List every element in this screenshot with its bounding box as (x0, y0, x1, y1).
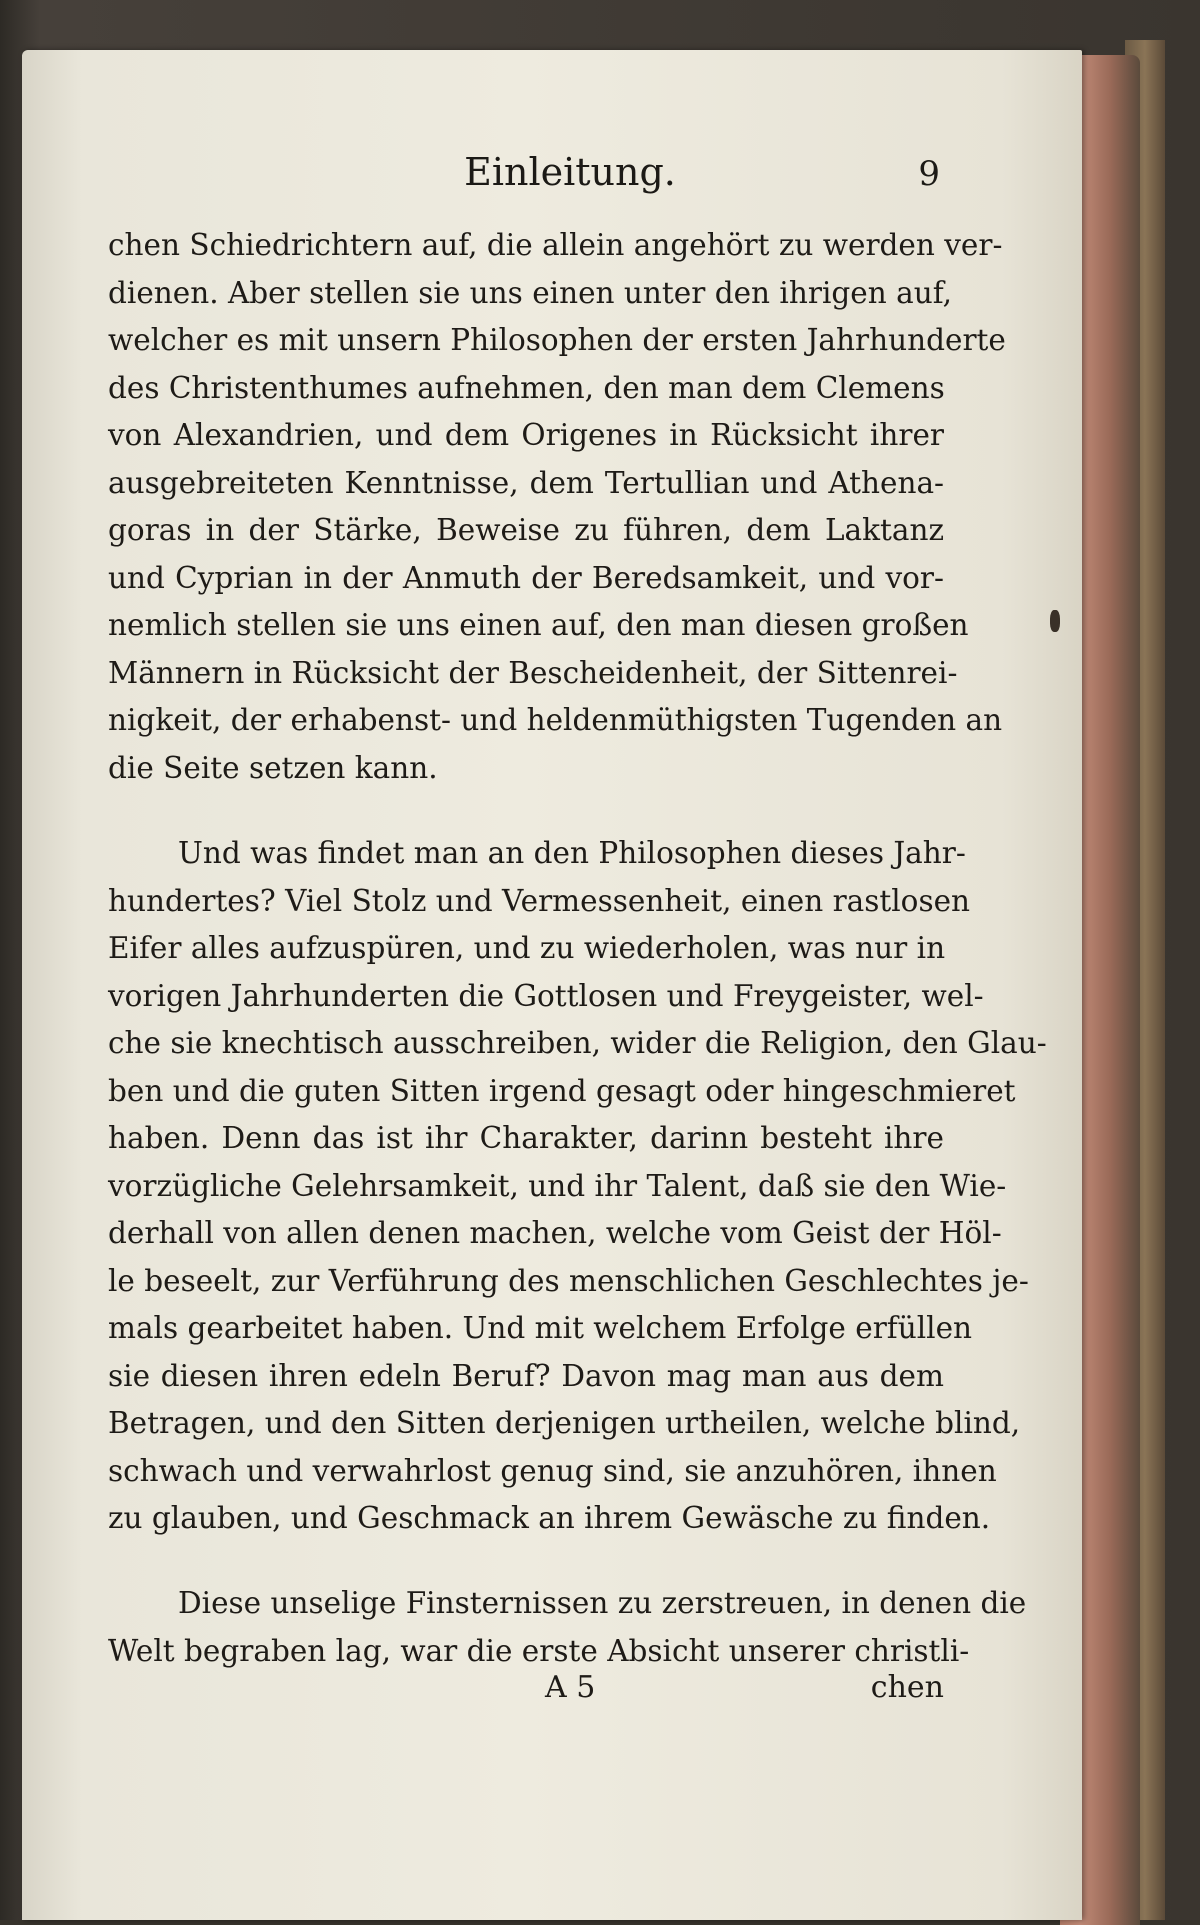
page-footer (0, 1670, 1200, 1720)
text-line: dienen. Aber stellen sie uns einen unter den ihrigen auf, (108, 275, 952, 310)
signature-mark: A 5 (545, 1670, 596, 1705)
text-line: Betragen, und den Sitten derjenigen urtheilen, welche blind, (108, 1406, 1021, 1440)
text-line: haben. Denn das ist ihr Charakter, darinn besteht ihre (108, 1121, 944, 1155)
text-line: hundertes? Viel Stolz und Vermessenheit, einen rastlosen (108, 883, 971, 918)
text-line: und Cyprian in der Anmuth der Beredsamkeit, und vor- (108, 560, 944, 595)
text-line: ben und die guten Sitten irgend gesagt oder hingeschmieret (108, 1073, 1016, 1108)
text-line: welcher es mit unsern Philosophen der ersten Jahrhunderte (108, 323, 1006, 357)
text-line: Welt begraben lag, war die erste Absicht unserer christli- (108, 1633, 970, 1668)
text-line: che sie knechtisch ausschreiben, wider die Religion, den Glau- (108, 1026, 1047, 1060)
running-title: Einleitung. (464, 150, 676, 194)
text-line: schwach und verwahrlost genug sind, sie anzuhören, ihnen (108, 1453, 997, 1488)
catchword: chen (870, 1670, 944, 1705)
text-line: nigkeit, der erhabenst- und heldenmüthigsten Tugenden an (108, 703, 1003, 737)
text-line: sie diesen ihren edeln Beruf? Davon mag man aus dem (108, 1358, 944, 1393)
text-line: Diese unselige Finsternissen zu zerstreuen, in denen die (178, 1586, 1027, 1620)
text-line: goras in der Stärke, Beweise zu führen, dem Laktanz (108, 513, 944, 547)
text-line: nemlich stellen sie uns einen auf, den man diesen großen (108, 608, 969, 642)
text-line: vorzügliche Gelehrsamkeit, und ihr Talent, daß sie den Wie- (108, 1168, 1007, 1203)
text-line: le beseelt, zur Verführung des menschlichen Geschlechtes je- (108, 1263, 1029, 1298)
text-line: Eifer alles aufzuspüren, und zu wiederholen, was nur in (108, 931, 946, 965)
paragraph-3 (108, 1580, 1027, 1675)
text-line: von Alexandrien, und dem Origenes in Rücksicht ihrer (108, 418, 944, 452)
text-line: Männern in Rücksicht der Bescheidenheit, der Sittenrei- (108, 655, 958, 690)
text-line: ausgebreiteten Kenntnisse, dem Tertullian und Athena- (108, 465, 944, 500)
text-line: derhall von allen denen machen, welche vom Geist der Höl- (108, 1216, 1002, 1250)
text-line: des Christenthumes aufnehmen, den man dem Clemens (108, 370, 945, 405)
running-header (0, 150, 1200, 210)
text-line: zu glauben, und Geschmack an ihrem Gewäsche zu finden. (108, 1501, 991, 1535)
text-line: die Seite setzen kann. (108, 750, 438, 785)
page-stain (1050, 610, 1060, 632)
text-line: Und was findet man an den Philosophen dieses Jahr- (178, 836, 966, 870)
text-line: mals gearbeitet haben. Und mit welchem Erfolge erfüllen (108, 1311, 973, 1345)
text-line: chen Schiedrichtern auf, die allein angehört zu werden ver- (108, 228, 1003, 262)
text-line: vorigen Jahrhunderten die Gottlosen und Freygeister, wel- (108, 978, 984, 1013)
paragraph-2 (108, 830, 1047, 1543)
paragraph-1 (108, 222, 1006, 792)
page-number: 9 (918, 154, 940, 194)
